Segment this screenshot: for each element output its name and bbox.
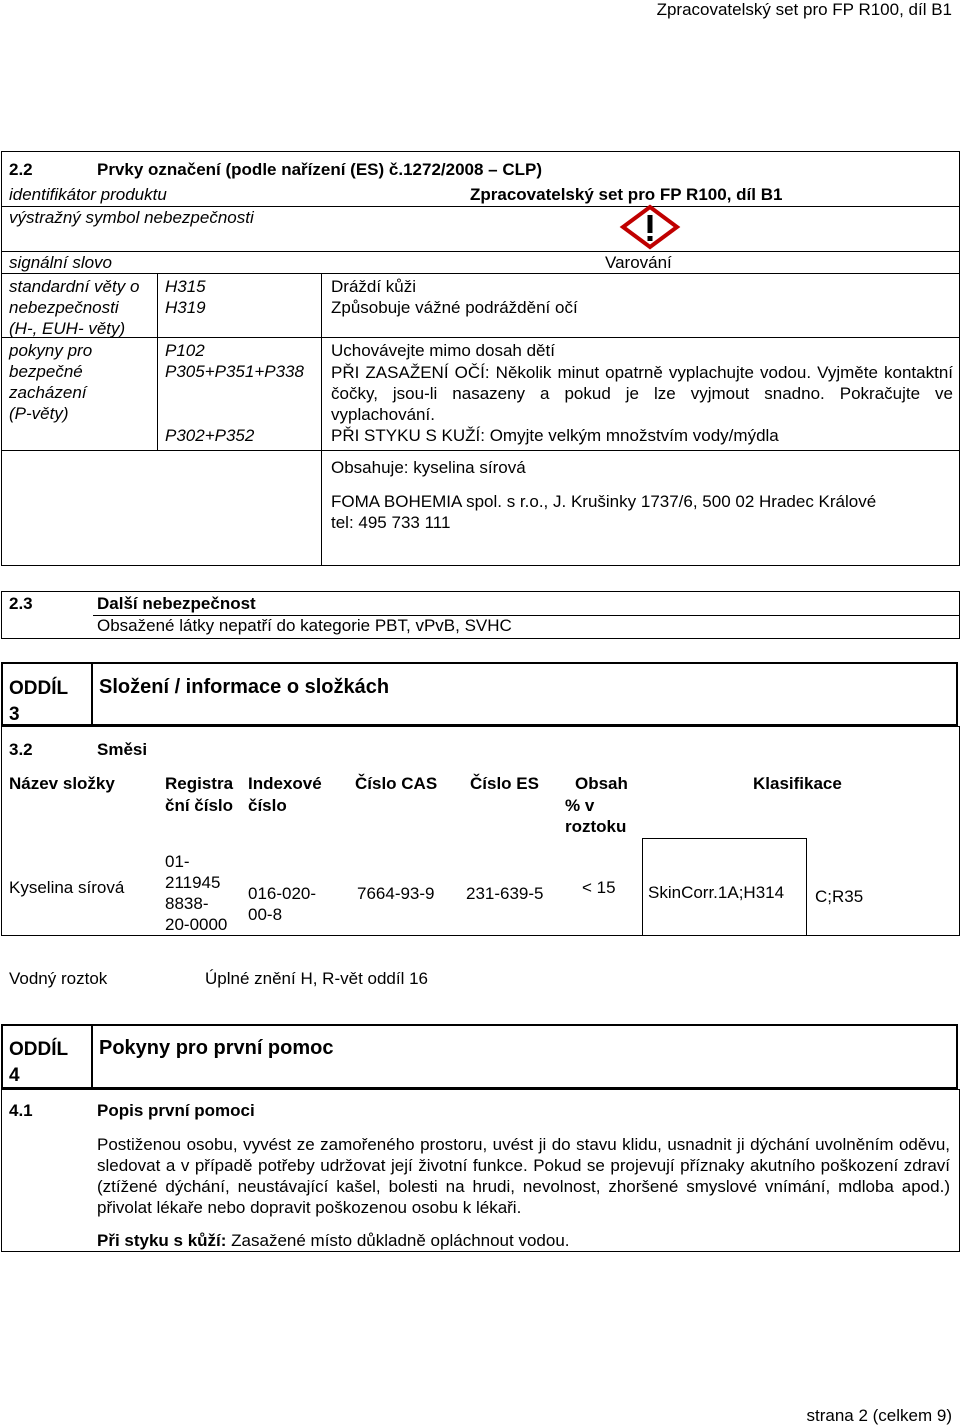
divider bbox=[1, 206, 960, 207]
first-aid-skin bbox=[97, 1231, 570, 1251]
s23-title: Další nebezpečnost bbox=[97, 594, 256, 613]
td-index: 016-020- bbox=[248, 884, 317, 903]
th-name: Název složky bbox=[9, 774, 115, 793]
s22-title: Prvky označení (podle nařízení (ES) č.1272/2008 – CLP) bbox=[97, 160, 543, 179]
sec4-label-number: 4 bbox=[9, 1065, 20, 1086]
divider bbox=[1, 273, 960, 274]
h-code: H319 bbox=[165, 298, 206, 317]
symbol-label: výstražný symbol nebezpečnosti bbox=[9, 208, 254, 227]
p-label-line: pokyny pro bbox=[9, 341, 93, 360]
p-code: P302+P352 bbox=[165, 426, 255, 445]
p-text: PŘI STYKU S KUŽÍ: Omyjte velkým množstvím vody/mýdla bbox=[331, 426, 779, 445]
s41-title: Popis první pomoci bbox=[97, 1101, 255, 1120]
h-label-line: standardní věty o bbox=[9, 277, 140, 296]
divider bbox=[91, 1024, 93, 1089]
td-reg: 211945 bbox=[165, 873, 221, 892]
td-reg: 01- bbox=[165, 852, 190, 871]
s23-number: 2.3 bbox=[9, 594, 33, 613]
th-index: číslo bbox=[248, 796, 287, 815]
p-label-line: (P-věty) bbox=[9, 404, 69, 423]
divider bbox=[642, 838, 806, 839]
first-aid-inhalation: Postiženou osobu, vyvést ze zamořeného prostoru, uvést ji do stavu klidu, usnadnit ji dýchání uvolněním oděvu, sledovat a v případě potřeby udržovat její životní funkce. Pokud se projevují příznaky akutního poškození zdraví (ztížené dýchání, neustávající kašel, bolesti na hrudi, nevolnost, zhoršené smyslové vnímání, mdloba apod.) přivolat lékaře nebo dopravit poškozenou osobu k lékaři. bbox=[97, 1135, 950, 1217]
s32-number: 3.2 bbox=[9, 740, 33, 759]
p-label-line: zacházení bbox=[9, 383, 87, 402]
divider bbox=[642, 838, 643, 936]
td-es: 231-639-5 bbox=[466, 884, 544, 903]
td-cas: 7664-93-9 bbox=[357, 884, 435, 903]
s32-title: Směsi bbox=[97, 740, 148, 759]
product-label: identifikátor produktu bbox=[9, 185, 167, 204]
p-code: P102 bbox=[165, 341, 205, 360]
sec4-label: ODDÍL bbox=[9, 1039, 69, 1060]
th-es: Číslo ES bbox=[470, 774, 539, 793]
th-conc: % v bbox=[565, 796, 595, 815]
divider bbox=[157, 273, 158, 450]
td-class: C;R35 bbox=[815, 887, 864, 906]
company-phone: tel: 495 733 111 bbox=[331, 513, 451, 532]
divider bbox=[806, 838, 807, 936]
th-class: Klasifikace bbox=[753, 774, 842, 793]
s23-text: Obsažené látky nepatří do kategorie PBT, vPvB, SVHC bbox=[97, 616, 512, 635]
divider bbox=[91, 662, 93, 726]
company-address: FOMA BOHEMIA spol. s r.o., J. Krušinky 1737/6, 500 02 Hradec Králové bbox=[331, 492, 877, 511]
divider bbox=[1, 251, 960, 252]
page-header-title: Zpracovatelský set pro FP R100, díl B1 bbox=[656, 0, 952, 19]
p-text: PŘI ZASAŽENÍ OČÍ: Několik minut opatrně vyplachujte vodou. Vyjměte kontaktní čočky, jsou-li nasazeny a pokud je lze vyjmout snadno. Pokračujte ve vyplachování. bbox=[331, 363, 953, 424]
product-value: Zpracovatelský set pro FP R100, díl B1 bbox=[470, 185, 783, 204]
h-label-line: (H-, EUH- věty) bbox=[9, 319, 126, 338]
td-conc: < 15 bbox=[582, 878, 616, 897]
skin-text: Zasažené místo důkladně opláchnout vodou. bbox=[226, 1231, 570, 1250]
divider bbox=[321, 273, 322, 565]
note-full-text: Úplné znění H, R-vět oddíl 16 bbox=[205, 969, 429, 988]
s22-number: 2.2 bbox=[9, 160, 33, 179]
skin-label: Při styku s kůží: bbox=[97, 1231, 227, 1250]
h-label-line: nebezpečnosti bbox=[9, 298, 119, 317]
sec3-label: ODDÍL bbox=[9, 678, 69, 699]
note-aqueous: Vodný roztok bbox=[9, 969, 108, 988]
td-index: 00-8 bbox=[248, 905, 283, 924]
signal-value: Varování bbox=[605, 253, 672, 272]
s41-number: 4.1 bbox=[9, 1101, 33, 1120]
sec3-title: Složení / informace o složkách bbox=[99, 676, 390, 698]
h-code: H315 bbox=[165, 277, 206, 296]
divider bbox=[1, 337, 960, 338]
td-name: Kyselina sírová bbox=[9, 878, 125, 897]
sec4-title: Pokyny pro první pomoc bbox=[99, 1037, 334, 1059]
h-text: Způsobuje vážné podráždění očí bbox=[331, 298, 578, 317]
th-reg: Registra bbox=[165, 774, 234, 793]
sec3-label-number: 3 bbox=[9, 704, 20, 725]
contains-text: Obsahuje: kyselina sírová bbox=[331, 458, 526, 477]
th-cas: Číslo CAS bbox=[355, 774, 438, 793]
td-reg: 20-0000 bbox=[165, 915, 228, 934]
th-conc: Obsah bbox=[575, 774, 628, 793]
th-index: Indexové bbox=[248, 774, 322, 793]
th-conc: roztoku bbox=[565, 817, 627, 836]
divider bbox=[1, 450, 960, 451]
h-text: Dráždí kůži bbox=[331, 277, 417, 296]
signal-label: signální slovo bbox=[9, 253, 113, 272]
p-label-line: bezpečné bbox=[9, 362, 83, 381]
p-code: P305+P351+P338 bbox=[165, 362, 304, 381]
td-reg: 8838- bbox=[165, 894, 209, 913]
td-class: SkinCorr.1A;H314 bbox=[648, 883, 785, 902]
page-number: strana 2 (celkem 9) bbox=[806, 1406, 952, 1425]
ghs-exclamation-icon bbox=[619, 204, 681, 250]
th-reg: ční číslo bbox=[165, 796, 234, 815]
p-text: Uchovávejte mimo dosah dětí bbox=[331, 341, 555, 360]
